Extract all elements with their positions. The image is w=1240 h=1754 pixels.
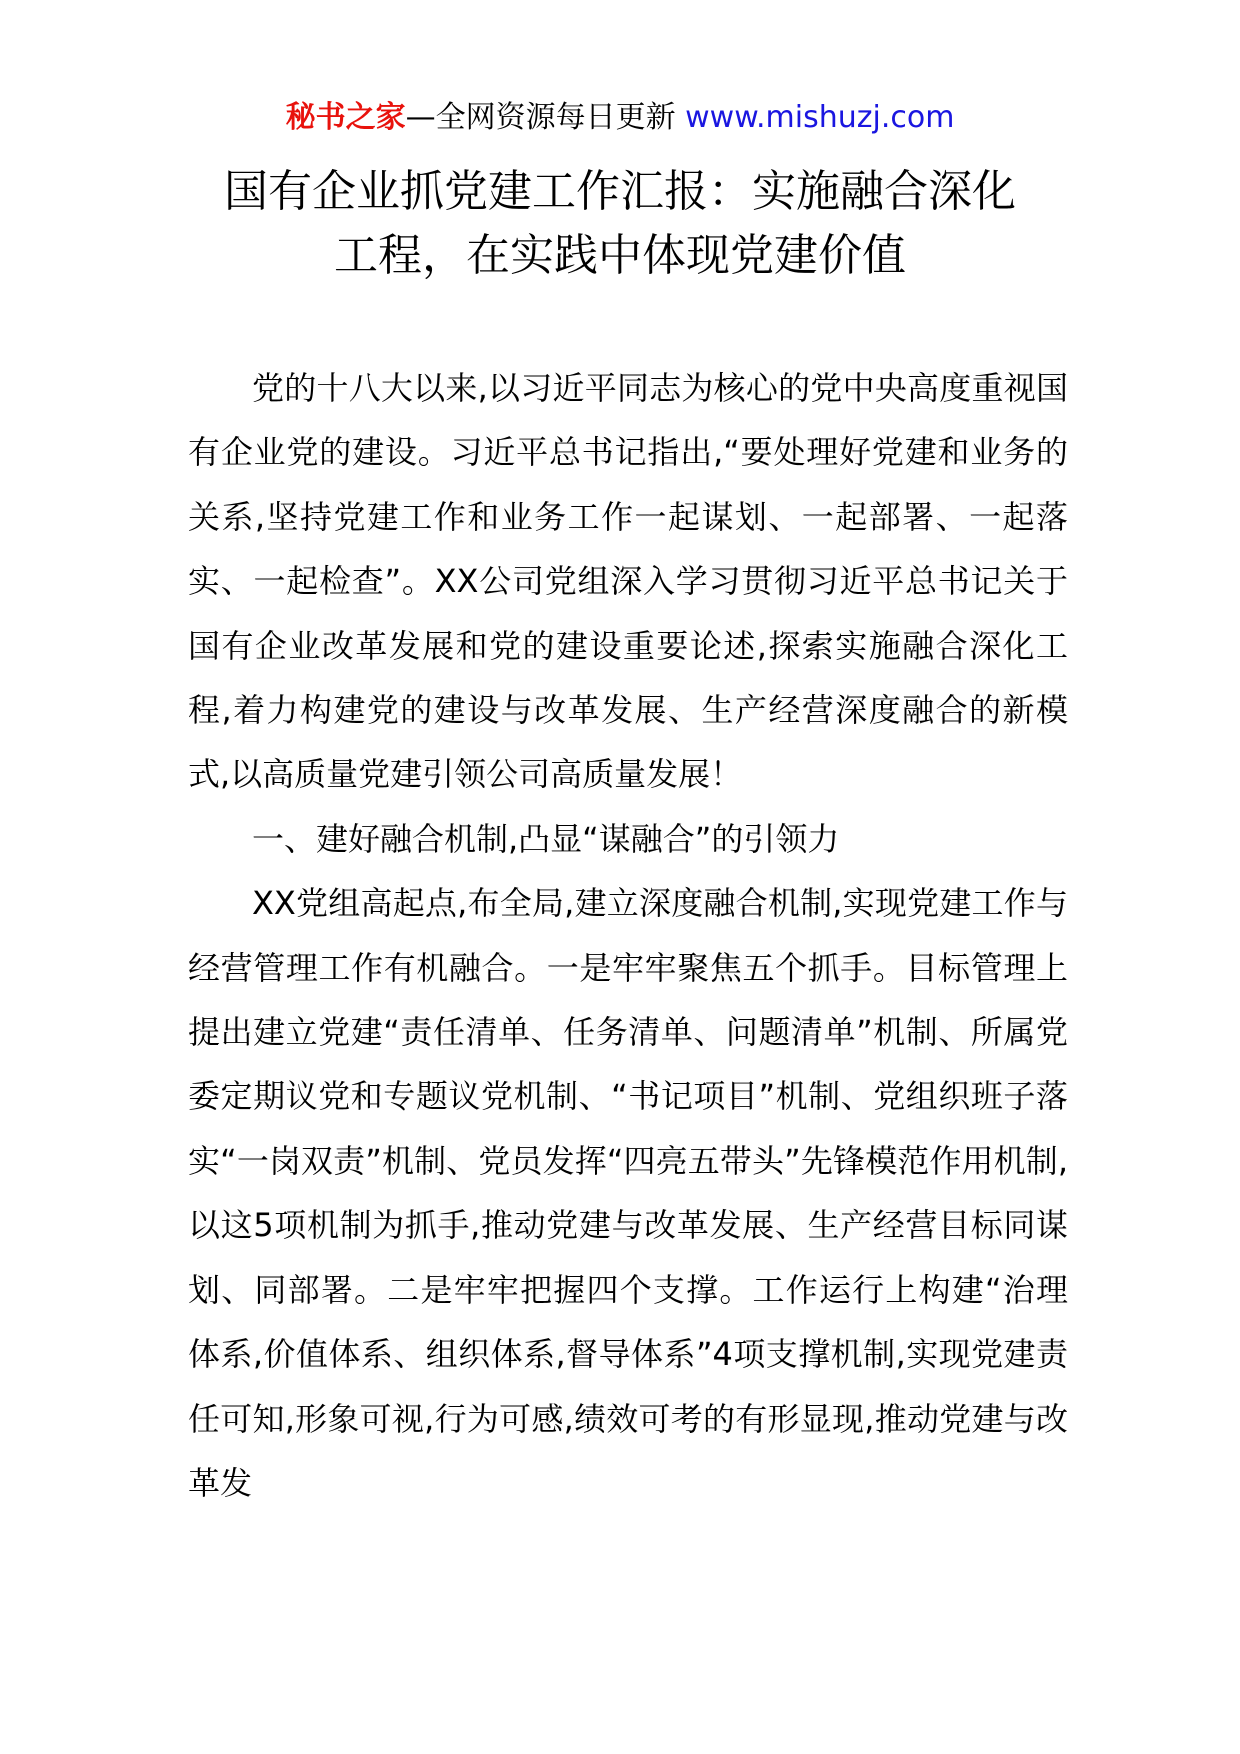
- site-brand: 秘书之家: [285, 100, 406, 135]
- section-1-paragraph: XX党组高起点,布全局,建立深度融合机制,实现党建工作与经营管理工作有机融合。一是牢牢聚焦五个抓手。目标管理上提出建立党建“责任清单、任务清单、问题清单”机制、所属党委定期议党和专题议党机制、“书记项目”机制、党组织班子落实“一岗双责”机制、党员发挥“四亮五带头”先锋模范作用机制,以这5项机制为抓手,推动党建与改革发展、生产经营目标同谋划、同部署。二是牢牢把握四个支撑。工作运行上构建“治理体系,价值体系、组织体系,督导体系”4项支撑机制,实现党建责任可知,形象可视,行为可感,绩效可考的有形显现,推动党建与改革发: [188, 884, 1068, 1502]
- document-title: [150, 160, 1090, 288]
- document-title-line-2: 工程，在实践中体现党建价值: [334, 230, 906, 281]
- document-title-line-1: 国有企业抓党建工作汇报：实施融合深化: [224, 166, 1016, 217]
- site-header: [0, 98, 1240, 138]
- intro-paragraph: 党的十八大以来,以习近平同志为核心的党中央高度重视国有企业党的建设。习近平总书记指出,“要处理好党建和业务的关系,坚持党建工作和业务工作一起谋划、一起部署、一起落实、一起检查”。XX公司党组深入学习贯彻习近平总书记关于国有企业改革发展和党的建设重要论述,探索实施融合深化工程,着力构建党的建设与改革发展、生产经营深度融合的新模式,以高质量党建引领公司高质量发展！: [188, 369, 1068, 794]
- site-tagline: —全网资源每日更新: [405, 100, 686, 135]
- section-heading-1: 一、建好融合机制,凸显“谋融合”的引领力: [252, 819, 840, 858]
- site-url-link[interactable]: www.mishuzj.com: [685, 100, 955, 135]
- document-body: [188, 356, 1068, 1515]
